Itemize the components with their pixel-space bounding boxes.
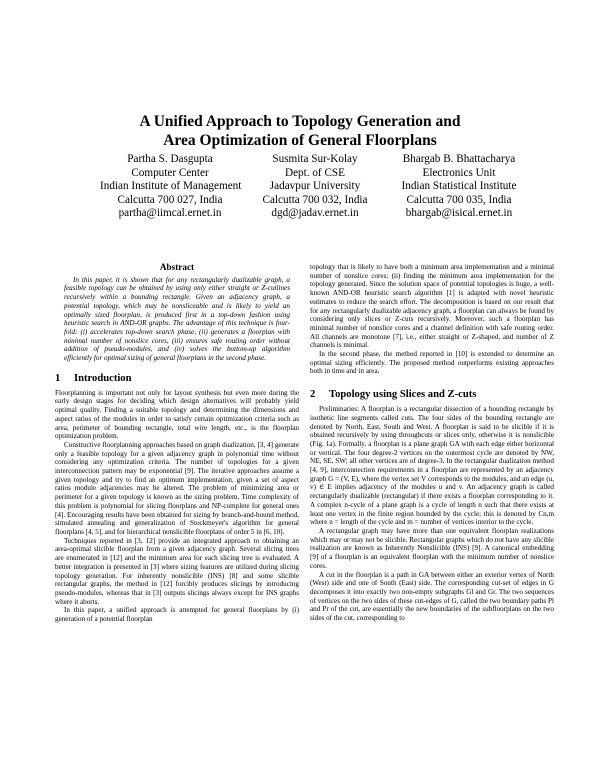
section2-paragraph: Preliminaries: A floorplan is a rectangular dissection of a bounding rectangle by isothetic line segments called cuts. The four sides of the bounding rectangle are denoted by North, East, South and West. A floorplan is said to be slicible if it is obtained recursively by using throughcuts or slices only, otherwise it is nonslicible (Fig. 1a). Formally, a floorplan is a plane graph GA with each edge either horizontal or vertical. The four degree-2 vertices on the outermost cycle are denoted by NW, NE, SE, SW; all other vertices are of degree-3. In the rectangular dualization method [4, 9], interconnection requirements in a floorplan are represented by an adjacency graph G = (V, E), where the vertex set V corresponds to the modules, and an edge (u, v) ∈ E implies adjacency of the modules u and v. An adjacency graph is called rectangularly dualizable (rectangular) if there exists a floorplan corresponding to it. A complex n-cycle of a plane graph is a cycle of length n such that there exists at least one vertex in the finite region bounded by the cycle; this is denoted by Cn,m where n = length of the cycle and m = number of vertices interior to the cycle. <box>310 405 554 527</box>
author-block-3 <box>384 153 534 221</box>
author-email: bhargab@isical.ernet.in <box>405 207 513 220</box>
abstract-heading: Abstract <box>159 262 195 272</box>
author-block-2 <box>250 153 380 221</box>
section2-paragraph: A rectangular graph may have more than one equivalent floorplan realizations which may or may not be slicible. Rectangular graphs which do not have any slicible realization are known as Inherently Nonslicible (INS) [9]. A canonical embedding [9] of a floorplan is an equivalent floorplan with the minimum number of nonslice cores. <box>310 526 554 570</box>
right-column <box>310 263 554 623</box>
section-number: 2 <box>310 389 316 401</box>
section2-paragraph: A cut in the floorplan is a path in GA between either an exterior vertex of North (West) side and one of South (East) side. The corresponding cut-set of edges in G decomposes it into exactly two non-empty subgraphs Gl and Gr. The two sequences of vertices on the two sides of these cut-edges of G, called the two boundary paths Pl and Pr of the cut, are essentially the new boundaries of the subfloorplans on the two sides of the cut, corresponding to <box>310 570 554 623</box>
author-dept: Electronics Unit <box>422 166 496 179</box>
author-name: Bhargab B. Bhattacharya <box>402 153 516 165</box>
author-org: Jadavpur University <box>269 180 361 193</box>
abstract-body <box>55 276 299 363</box>
author-org: Indian Statistical Institute <box>401 180 517 193</box>
section-title: Introduction <box>74 372 132 384</box>
intro-paragraph: In this paper, a unified approach is attempted for general floorplans by (i) generation of a potential floorplan <box>55 606 299 624</box>
author-city: Calcutta 700 032, India <box>262 193 368 206</box>
intro-continued-paragraph: topology that is likely to have both a minimum area implementation and a minimal number of nonslice cores; (ii) finding the minimum area implementation for the topology generated. Since the solution space of potential topologies is huge, a well-known AND-OR heuristic search algorithm [1] is adapted with novel heuristic estimates to reduce the search effort. The decomposition is based on our result that for any rectangularly dualizable adjacency graph, a floorplan can always be found by considering only slices or Z-cuts recursively. Moreover, such a floorplan has minimal number of nonslice cores and a channel definition with safe routing order. All channels are monotone [7], i.e., either straight or Z-shaped, and number of Z channels is minimal. <box>310 263 554 350</box>
paper-title <box>60 112 540 150</box>
intro-paragraph: Techniques reported in [3, 12] provide an integrated approach to obtaining an area-optimal slicible floorplan from a given adjacency graph. Several slicing trees are enumerated in [12] and the minimum area for each slicing tree is evaluated. A better integration is presented in [3] where sizing features are utilized during slicing topology generation. For inherently nonslicible (INS) [8] and some slicible rectangular graphs, the method in [12] forcibly produces slicings by introducing pseudo-modules, whereas that in [3] outputs slicings always except for INS graphs where it aborts. <box>55 536 299 606</box>
author-block-1 <box>100 153 240 221</box>
author-city: Calcutta 700 027, India <box>117 193 223 206</box>
author-city: Calcutta 700 035, India <box>406 193 512 206</box>
intro-paragraph: Floorplanning is important not only for layout synthesis but even more during the early design stages for deciding which design alternatives will probably yield optimal quality. Finding a suitable topology and determining the dimensions and aspect ratios of the modules in order to satisfy certain optimization criteria such as area, perimeter of bounding rectangle, total wire length, etc., is the floorplan optimization problem. <box>55 388 299 441</box>
section-title: Topology using Slices and Z-cuts <box>329 389 477 401</box>
section-heading-introduction <box>55 372 299 385</box>
abstract-text: In this paper, it is shown that for any rectangularly dualizable graph, a feasible topology can be obtained by using only either straight or Z-cutlines recursively within a bounding rectangle. Given an adjacency graph, a potential topology, which may be nonsliceable and is likely to yield an optimally sized floorplan, is produced first in a top-down fashion using heuristic search in AND-OR graphs. The advantage of this technique is four-fold: (i) accelerates top-down search phase, (ii) generates a floorplan with minimal number of nonslice cores, (iii) ensures safe routing order without addition of pseudo-modules, and (iv) solves the bottom-up algorithm efficiently for optimal sizing of general floorplans in the second phase. <box>64 275 290 363</box>
author-name: Susmita Sur-Kolay <box>272 153 358 165</box>
intro-paragraph: Constructive floorplanning approaches based on graph dualization, [3, 4] generate only a feasible topology for a given adjacency graph in polynomial time without considering any optimization criteria. The number of topologies for a given interconnection pattern may be exponential [9]. The iterative approaches assume a given topology and try to find an optimum implementation, given a set of aspect ratios module adjacencies may be altered. The problem of minimizing area or perimeter for a given topology is known as the sizing problem. Time complexity of this problem is polynomial for slicing floorplans and NP-complete for general ones [4]. Encouraging results have been obtained for sizing by branch-and-bound method, simulated annealing and generalization of Stockmeyer's algorithm for general floorplans [4, 5], and for hierarchical nonslicible floorplans of order 5 in [6, 10]. <box>55 440 299 536</box>
section-heading-topology <box>310 388 554 401</box>
title-line-1: A Unified Approach to Topology Generation and <box>139 113 461 130</box>
author-email: partha@iimcal.ernet.in <box>118 207 222 220</box>
author-org: Indian Institute of Management <box>100 180 242 193</box>
author-email: dgd@jadav.ernet.in <box>271 207 359 220</box>
title-line-2: Area Optimization of General Floorplans <box>163 132 437 149</box>
intro-continued-paragraph: In the second phase, the method reported in [10] is extended to determine an optimal sizing efficiently. The proposed method outperforms existing approaches both in time and in area. <box>310 350 554 376</box>
author-dept: Computer Center <box>131 166 209 179</box>
section-number: 1 <box>55 372 61 384</box>
author-dept: Dept. of CSE <box>285 166 345 179</box>
left-column <box>55 263 299 624</box>
author-name: Partha S. Dasgupta <box>127 153 213 165</box>
